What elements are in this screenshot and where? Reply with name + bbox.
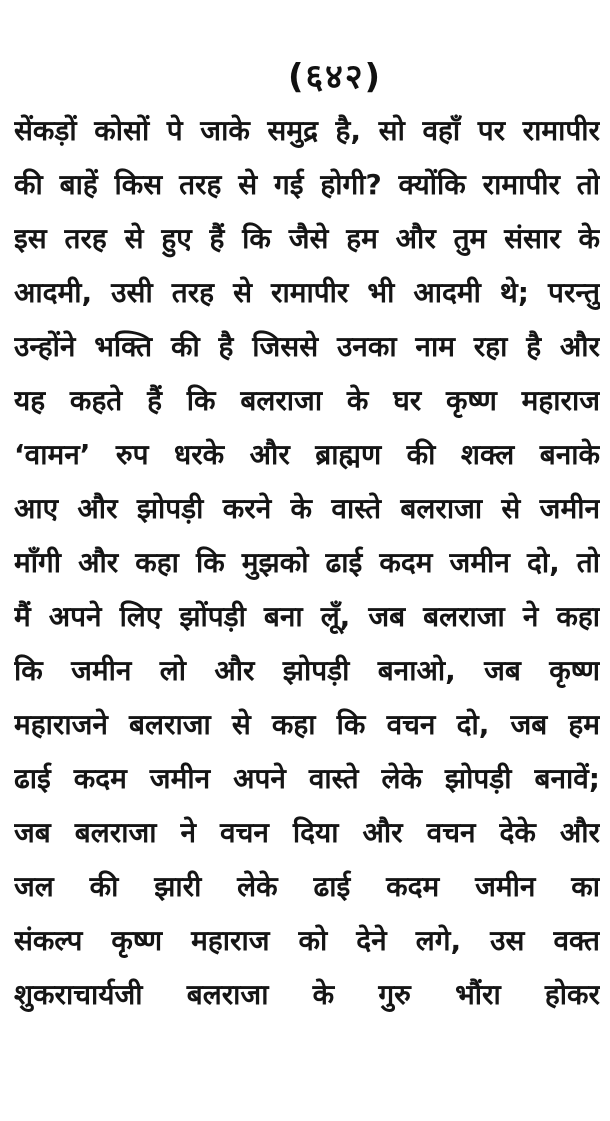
text-line: उन्होंने भक्ति की है जिससे उनका नाम रहा है और xyxy=(14,330,600,363)
text-line: जब बलराजा ने वचन दिया और वचन देके और xyxy=(14,816,600,849)
text-line: इस तरह से हुए हैं कि जैसे हम और तुम संसार के xyxy=(14,222,600,255)
page-number: (६४२) xyxy=(287,57,383,97)
text-line: आदमी, उसी तरह से रामापीर भी आदमी थे; परन्तु xyxy=(14,276,600,309)
text-line: आए और झोपड़ी करने के वास्ते बलराजा से जमीन xyxy=(14,492,600,525)
text-line: की बाहें किस तरह से गई होगी? क्योंकि रामापीर तो xyxy=(14,168,600,201)
text-line: माँगी और कहा कि मुझको ढाई कदम जमीन दो, तो xyxy=(14,546,600,579)
text-line: ‘वामन’ रुप धरके और ब्राह्मण की शक्ल बनाके xyxy=(14,438,600,471)
body-text xyxy=(14,104,600,1022)
text-line: मैं अपने लिए झोंपड़ी बना लूँ, जब बलराजा ने कहा xyxy=(14,600,600,633)
text-line: संकल्प कृष्ण महाराज को देने लगे, उस वक्त xyxy=(14,924,600,957)
text-line: ढाई कदम जमीन अपने वास्ते लेके झोपड़ी बनावें; xyxy=(14,762,600,795)
text-line: यह कहते हैं कि बलराजा के घर कृष्ण महाराज xyxy=(14,384,600,417)
text-line: महाराजने बलराजा से कहा कि वचन दो, जब हम xyxy=(14,708,600,741)
text-line: शुकराचार्यजी बलराजा के गुरु भौंरा होकर xyxy=(14,978,600,1011)
text-line: जल की झारी लेके ढाई कदम जमीन का xyxy=(14,870,600,903)
text-line: सेंकड़ों कोसों पे जाके समुद्र है, सो वहाँ पर रामापीर xyxy=(14,114,600,147)
text-line: कि जमीन लो और झोपड़ी बनाओ, जब कृष्ण xyxy=(14,654,600,687)
